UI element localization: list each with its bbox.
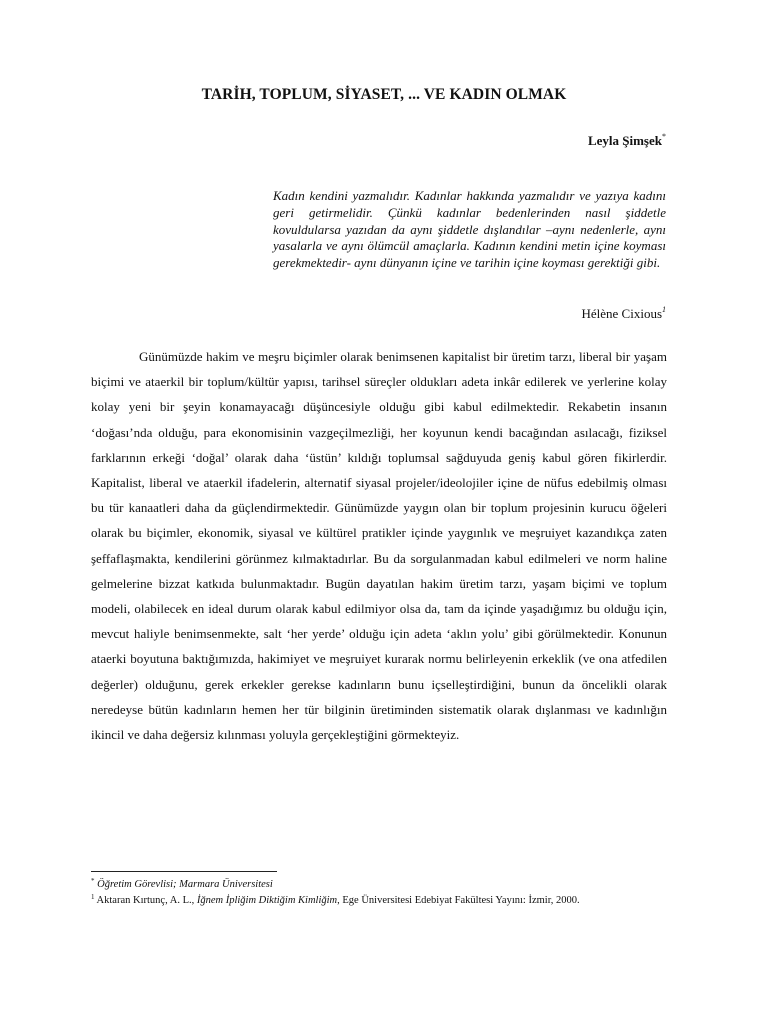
epigraph-source [581, 305, 666, 322]
footnote-2 [91, 891, 667, 907]
author-name [588, 132, 666, 149]
footnote-marker: 1 [91, 893, 95, 901]
footnote-text: Öğretim Görevlisi; Marmara Üniversitesi [97, 879, 273, 890]
footnote-suffix: , Ege Üniversitesi Edebiyat Fakültesi Yayını: İzmir, 2000. [337, 895, 580, 906]
footnotes [91, 875, 667, 907]
epigraph-source-name: Hélène Cixious [581, 306, 662, 321]
footnote-marker: * [91, 877, 95, 885]
author-name-text: Leyla Şimşek [587, 133, 662, 148]
author-footnote-marker: * [662, 132, 666, 141]
epigraph-quote: Kadın kendini yazmalıdır. Kadınlar hakkında yazmalıdır ve yazıya kadını geri getirmelidir. Çünkü kadınlar bedenlerinden nasıl şiddetle kovuldularsa yazıdan da aynı şiddetle dışlandılar –aynı nedenlerle, aynı yasalarla ve aynı ölümcül amaçlarla. Kadının kendini metin içine koyması gerekmektedir- aynı dünyanın içine ve tarihin içine koyması gerektiği gibi. [273, 188, 666, 271]
epigraph-footnote-marker: 1 [662, 305, 666, 314]
footnote-1 [91, 875, 667, 891]
footnote-prefix: Aktaran Kırtunç, A. L., [96, 895, 197, 906]
footnote-divider [91, 871, 277, 872]
body-paragraph: Günümüzde hakim ve meşru biçimler olarak benimsenen kapitalist bir üretim tarzı, liberal bir yaşam biçimi ve ataerkil bir toplum/kültür yapısı, tarihsel süreçler oldukları adeta inkâr edilerek ve yerlerine kolay kolay yeni bir şeyin konamayacağı düşüncesiyle olduğu gibi kabul edilmektedir. Rekabetin insanın ‘doğası’nda olduğu, para ekonomisinin vazgeçilmezliği, her koyunun kendi bacağından asılacağı, fiziksel farklarının erkeği ‘doğal’ olarak daha ‘üstün’ kıldığı toplumsal sağduyuda geniş kabul gören fikirlerdir. Kapitalist, liberal ve ataerkil ifadelerin, alternatif siyasal projeler/ideolojiler içine de nüfus edebilmiş olması bu tür kanaatleri daha da güçlendirmektedir. Günümüzde yaygın olan bir toplum projesinin kurucu öğeleri olarak bu biçimler, ekonomik, siyasal ve kültürel pratikler içinde yaygınlık ve meşruiyet kazandıkça zaten şeffaflaşmakta, kendilerini görünmez kılmaktadırlar. Bu da sorgulanmadan kabul edilmeleri ve norm haline gelmelerine bizzat katkıda bulunmaktadır. Bugün dayatılan hakim üretim tarzı, yaşam biçimi ve toplum modeli, olabilecek en ideal durum olarak kabul edilmiyor olsa da, tam da içinde yaşadığımız bu olduğu için, mevcut haliyle benimsenmekte, salt ‘her yerde’ olduğu için adeta ‘aklın yolu’ gibi görülmektedir. Konunun ataerki boyutuna baktığımızda, hakimiyet ve meşruiyet kurarak normu belirleyenin erkeklik (ve ona atfedilen değerler) olduğunu, gerek erkekler gerekse kadınların bunu içselleştirdiğini, bunun da öncelikli olarak neredeyse bütün kadınların hemen her tür bilginin üretiminden sistematik olarak dışlanması ve kadınlığın ikincil ve daha değersiz kılınması yoluyla gerçekleştiğini görmekteyiz. [91, 349, 667, 743]
footnote-book-title: İğnem İpliğim Diktiğim Kimliğim [196, 895, 338, 906]
document-title: TARİH, TOPLUM, SİYASET, ... VE KADIN OLMAK [201, 86, 567, 103]
